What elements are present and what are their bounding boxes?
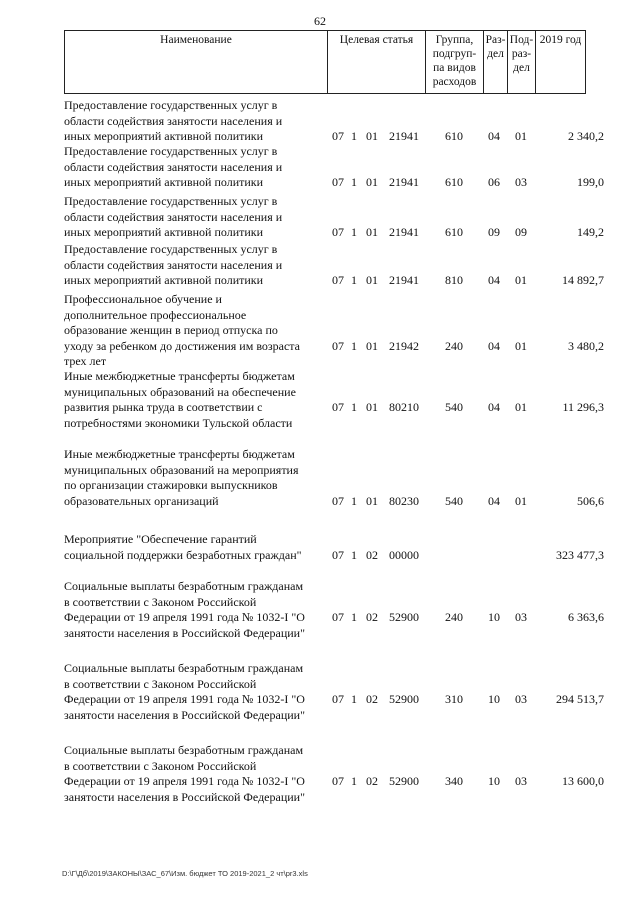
amount-cell: 2 340,2 <box>568 129 604 143</box>
header-name-cell <box>65 31 327 93</box>
table-row <box>64 447 604 509</box>
row-name-line: в соответствии с Законом Российской <box>64 676 257 691</box>
row-name-line: дополнительное профессиональное <box>64 307 247 322</box>
target-article-code: 52900 <box>389 774 419 788</box>
amount-cell: 149,2 <box>577 225 604 239</box>
header-target-article: Целевая статья <box>339 34 414 46</box>
amount-cell: 199,0 <box>577 175 604 189</box>
row-name-line: области содействия занятости населения и <box>64 159 283 174</box>
target-article-code: 21941 <box>389 225 419 239</box>
amount-cell: 14 892,7 <box>562 273 604 287</box>
row-name <box>64 369 326 431</box>
amount-cell: 11 296,3 <box>562 400 604 414</box>
amount-cell: 6 363,6 <box>568 610 604 624</box>
target-article-part: 07 <box>332 225 344 239</box>
target-article-part: 07 <box>332 338 344 353</box>
target-article-code: 80210 <box>389 400 419 414</box>
table-row <box>64 532 604 563</box>
row-name <box>64 144 326 191</box>
row-name-line: Мероприятие "Обеспечение гарантий <box>64 532 257 546</box>
row-name-line: по организации стажировки выпускников <box>64 478 278 492</box>
amount-cell: 13 600,0 <box>562 774 604 788</box>
row-name-line: трех лет <box>64 354 107 368</box>
header-name: Наименование <box>160 34 232 46</box>
header-year-cell <box>535 31 585 93</box>
section-code-cell: 04 <box>488 493 500 508</box>
target-article-part: 02 <box>366 547 378 562</box>
section-code-cell: 10 <box>488 610 500 624</box>
table-header <box>64 30 586 94</box>
row-name-line: области содействия занятости населения и <box>64 113 283 128</box>
section-code-cell: 10 <box>488 692 500 706</box>
table-row <box>64 292 604 370</box>
header-subsection-line: дел <box>513 62 530 74</box>
row-name-line: Федерации от 19 апреля 1991 года № 1032-I "О <box>64 610 305 624</box>
target-article-code: 21941 <box>389 175 419 189</box>
table-row <box>64 661 604 723</box>
row-name <box>64 661 326 723</box>
table-row <box>64 98 604 145</box>
header-section-line: Раз- <box>485 34 506 46</box>
row-name-line: Социальные выплаты безработным гражданам <box>64 743 304 757</box>
target-article-part: 07 <box>332 273 344 287</box>
row-name-line: муниципальных образований на обеспечение <box>64 384 296 399</box>
row-name-line: Предоставление государственных услуг в <box>64 98 278 112</box>
row-name-line: образовательных организаций <box>64 493 219 508</box>
row-name-line: занятости населения в Российской Федерации" <box>64 789 305 804</box>
file-path-footer: D:\Г\Дб\2019\ЗАКОНЫ\ЗАС_67\Изм. бюджет ТО 2019-2021_2 чт\pr3.xls <box>62 869 308 878</box>
group-code-cell: 540 <box>445 400 463 414</box>
subsection-code-cell: 01 <box>515 493 527 508</box>
group-code-cell: 340 <box>445 774 463 788</box>
subsection-code-cell: 09 <box>515 225 527 239</box>
header-group-line: расходов <box>432 76 477 88</box>
target-article-part: 07 <box>332 547 344 562</box>
row-name-line: муниципальных образований на мероприятия <box>64 462 299 477</box>
target-article-part: 1 <box>351 338 357 353</box>
target-article-part: 07 <box>332 493 344 508</box>
row-name-line: Федерации от 19 апреля 1991 года № 1032-I "О <box>64 692 305 706</box>
row-name-line: иных мероприятий активной политики <box>64 129 264 143</box>
target-article-part: 1 <box>351 493 357 508</box>
header-year: 2019 год <box>539 34 582 46</box>
subsection-code-cell: 01 <box>515 400 527 414</box>
target-article-part: 1 <box>351 400 357 414</box>
group-code-cell: 310 <box>445 692 463 706</box>
row-name <box>64 579 326 641</box>
target-article-code: 00000 <box>389 547 419 562</box>
target-article-part: 1 <box>351 774 357 788</box>
group-code-cell: 540 <box>445 493 463 508</box>
group-code-cell: 610 <box>445 129 463 143</box>
target-article-part: 07 <box>332 692 344 706</box>
target-article-part: 01 <box>366 225 378 239</box>
group-code-cell: 240 <box>445 338 463 353</box>
target-article-part: 07 <box>332 400 344 414</box>
header-target-cell <box>327 31 425 93</box>
section-code-cell: 04 <box>488 129 500 143</box>
amount-cell: 3 480,2 <box>568 338 604 353</box>
header-subsection-line: Под- <box>509 34 534 46</box>
row-name-line: потребностями экономики Тульской области <box>64 415 293 430</box>
row-name-line: Предоставление государственных услуг в <box>64 144 278 158</box>
row-name-line: области содействия занятости населения и <box>64 209 283 224</box>
header-group-line: подгруп- <box>432 48 477 60</box>
table-row <box>64 194 604 241</box>
header-subsection-line: раз- <box>511 48 532 60</box>
row-name <box>64 194 326 241</box>
subsection-code-cell: 01 <box>515 129 527 143</box>
row-name <box>64 743 326 805</box>
row-name-line: области содействия занятости населения и <box>64 257 283 272</box>
group-code-cell: 610 <box>445 175 463 189</box>
row-name <box>64 447 326 509</box>
row-name-line: Предоставление государственных услуг в <box>64 194 278 208</box>
section-code-cell: 04 <box>488 273 500 287</box>
target-article-part: 02 <box>366 774 378 788</box>
row-name-line: социальной поддержки безработных граждан" <box>64 547 302 562</box>
row-name-line: в соответствии с Законом Российской <box>64 758 257 773</box>
target-article-part: 01 <box>366 493 378 508</box>
target-article-code: 52900 <box>389 610 419 624</box>
target-article-part: 1 <box>351 175 357 189</box>
target-article-part: 07 <box>332 774 344 788</box>
target-article-part: 01 <box>366 129 378 143</box>
target-article-part: 02 <box>366 692 378 706</box>
subsection-code-cell: 03 <box>515 774 527 788</box>
group-code-cell: 810 <box>445 273 463 287</box>
target-article-part: 1 <box>351 273 357 287</box>
target-article-part: 07 <box>332 610 344 624</box>
target-article-part: 01 <box>366 175 378 189</box>
section-code-cell: 10 <box>488 774 500 788</box>
row-name-line: Предоставление государственных услуг в <box>64 242 278 256</box>
target-article-part: 01 <box>366 273 378 287</box>
target-article-part: 1 <box>351 692 357 706</box>
row-name-line: иных мероприятий активной политики <box>64 273 264 287</box>
row-name-line: занятости населения в Российской Федерации" <box>64 625 305 640</box>
row-name <box>64 242 326 289</box>
target-article-part: 01 <box>366 338 378 353</box>
target-article-part: 1 <box>351 225 357 239</box>
header-group-cell <box>425 31 483 93</box>
row-name-line: уходу за ребенком до достижения им возраста <box>64 338 301 353</box>
target-article-part: 1 <box>351 610 357 624</box>
target-article-part: 02 <box>366 610 378 624</box>
amount-cell: 294 513,7 <box>556 692 604 706</box>
row-name <box>64 98 326 145</box>
row-name-line: в соответствии с Законом Российской <box>64 594 257 609</box>
table-row <box>64 242 604 289</box>
row-name <box>64 292 326 370</box>
row-name <box>64 532 326 563</box>
row-name-line: образование женщин в период отпуска по <box>64 323 278 337</box>
subsection-code-cell: 03 <box>515 692 527 706</box>
subsection-code-cell: 03 <box>515 175 527 189</box>
header-group-line: па видов <box>433 62 476 74</box>
row-name-line: Иные межбюджетные трансферты бюджетам <box>64 447 295 461</box>
section-code-cell: 04 <box>488 400 500 414</box>
header-section-line: дел <box>487 48 504 60</box>
target-article-code: 21941 <box>389 129 419 143</box>
target-article-part: 01 <box>366 400 378 414</box>
subsection-code-cell: 03 <box>515 610 527 624</box>
target-article-code: 80230 <box>389 493 419 508</box>
group-code-cell: 240 <box>445 610 463 624</box>
row-name-line: Социальные выплаты безработным гражданам <box>64 579 304 593</box>
row-name-line: Социальные выплаты безработным гражданам <box>64 661 304 675</box>
table-row <box>64 369 604 431</box>
table-row <box>64 144 604 191</box>
row-name-line: Иные межбюджетные трансферты бюджетам <box>64 369 295 383</box>
subsection-code-cell: 01 <box>515 338 527 353</box>
section-code-cell: 09 <box>488 225 500 239</box>
row-name-line: Федерации от 19 апреля 1991 года № 1032-I "О <box>64 774 305 788</box>
header-group-line: Группа, <box>435 34 474 46</box>
subsection-code-cell: 01 <box>515 273 527 287</box>
row-name-line: занятости населения в Российской Федерации" <box>64 707 305 722</box>
target-article-code: 21941 <box>389 273 419 287</box>
group-code-cell: 610 <box>445 225 463 239</box>
section-code-cell: 06 <box>488 175 500 189</box>
amount-cell: 323 477,3 <box>556 547 604 562</box>
target-article-part: 07 <box>332 175 344 189</box>
table-row <box>64 579 604 641</box>
target-article-part: 1 <box>351 547 357 562</box>
section-code-cell: 04 <box>488 338 500 353</box>
header-subsection-cell <box>507 31 535 93</box>
target-article-code: 52900 <box>389 692 419 706</box>
target-article-part: 1 <box>351 129 357 143</box>
row-name-line: Профессиональное обучение и <box>64 292 222 306</box>
header-section-cell <box>483 31 507 93</box>
row-name-line: развития рынка труда в соответствии с <box>64 400 263 414</box>
row-name-line: иных мероприятий активной политики <box>64 225 264 239</box>
target-article-code: 21942 <box>389 338 419 353</box>
amount-cell: 506,6 <box>577 493 604 508</box>
table-row <box>64 743 604 805</box>
row-name-line: иных мероприятий активной политики <box>64 175 264 189</box>
target-article-part: 07 <box>332 129 344 143</box>
page-number: 62 <box>314 14 326 28</box>
